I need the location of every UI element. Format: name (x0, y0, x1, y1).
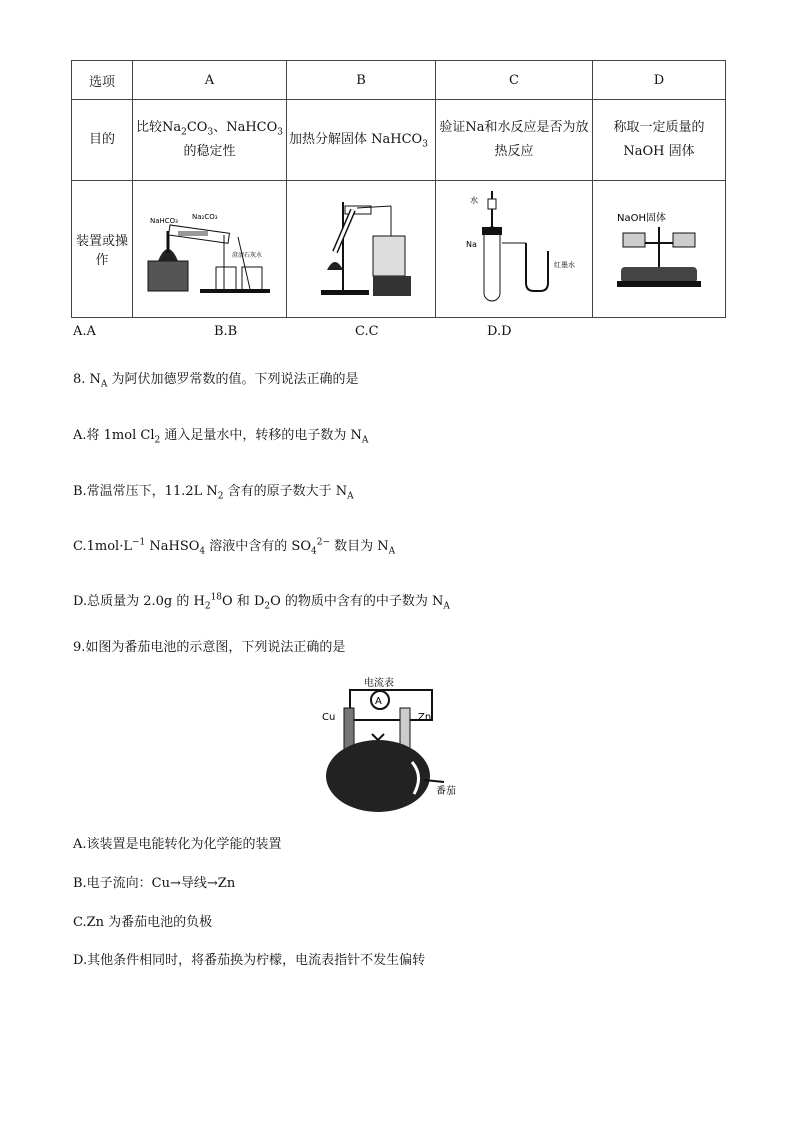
tomato-battery-figure (320, 676, 460, 816)
device-label: 装置或操作 (72, 181, 133, 318)
header-cell: B (287, 61, 436, 100)
q9-stem: 9.如图为番茄电池的示意图，下列说法正确的是 (73, 640, 346, 655)
label-na: Na (466, 240, 477, 249)
label-naoh: NaOH固体 (617, 213, 666, 224)
header-cell: 选项 (72, 61, 133, 100)
apparatus-b-image (287, 181, 436, 318)
purpose-c: 验证Na和水反应是否为放热反应 (436, 100, 593, 181)
option-b[interactable]: B.B (214, 324, 238, 339)
purpose-b: 加热分解固体 NaHCO$_3$ (287, 100, 436, 181)
label-limewater: 澄清石灰水 (231, 252, 262, 259)
ammeter-label: 电流表 (364, 678, 394, 689)
label-water: 水 (470, 196, 478, 205)
option-c[interactable]: C.C (355, 324, 379, 339)
ammeter-a: A (375, 696, 382, 707)
label-na2co3: Na₂CO₃ (191, 213, 218, 221)
q9-option-a[interactable]: A.该装置是电能转化为化学能的装置 (73, 837, 282, 852)
cu-label: Cu (322, 712, 336, 723)
purpose-a: 比较$Na_2CO_3$、NaHCO$_3$ 的稳定性 (133, 100, 287, 181)
apparatus-d-image (593, 181, 726, 318)
header-cell: A (133, 61, 287, 100)
purpose-label: 目的 (72, 100, 133, 181)
q9-option-b[interactable]: B.电子流向：Cu→导线→Zn (73, 876, 236, 891)
label-nahco3: NaHCO₃ (149, 217, 178, 225)
q8-option-c[interactable]: $C.1mol\cdot L^{-1}$ NaHSO$_4$ 溶液中含有的 $SO_4^{2-}$ 数目为 $N_A$ (73, 537, 396, 557)
purpose-d: 称取一定质量的NaOH 固体 (593, 100, 726, 181)
zn-label: Zn (418, 712, 432, 723)
q9-option-d[interactable]: D.其他条件相同时，将番茄换为柠檬，电流表指针不发生偏转 (73, 953, 426, 968)
header-cell: D (593, 61, 726, 100)
label-red-ink: 红墨水 (554, 261, 575, 269)
q8-option-d[interactable]: D.总质量为 2.0g 的 $H_2^{18}O$ 和 $D_2O$ 的物质中含有的中子数为 $N_A$ (73, 592, 450, 612)
apparatus-a-image (133, 181, 287, 318)
q9-option-c[interactable]: C.Zn 为番茄电池的负极 (73, 915, 213, 930)
options-table (71, 60, 726, 318)
option-d[interactable]: D.D (487, 324, 512, 339)
option-a[interactable]: A.A (73, 324, 96, 339)
q8-option-a[interactable]: A.将 1mol $Cl_2$ 通入足量水中，转移的电子数为 $N_A$ (73, 428, 369, 446)
header-cell: C (436, 61, 593, 100)
q8-stem: 8. $N_A$ 为阿伏加德罗常数的值。下列说法正确的是 (73, 372, 359, 390)
apparatus-c-image (436, 181, 593, 318)
q8-option-b[interactable]: B.常温常压下，11.2L $N_2$ 含有的原子数大于 $N_A$ (73, 484, 354, 502)
tomato-label: 番茄 (436, 786, 456, 797)
